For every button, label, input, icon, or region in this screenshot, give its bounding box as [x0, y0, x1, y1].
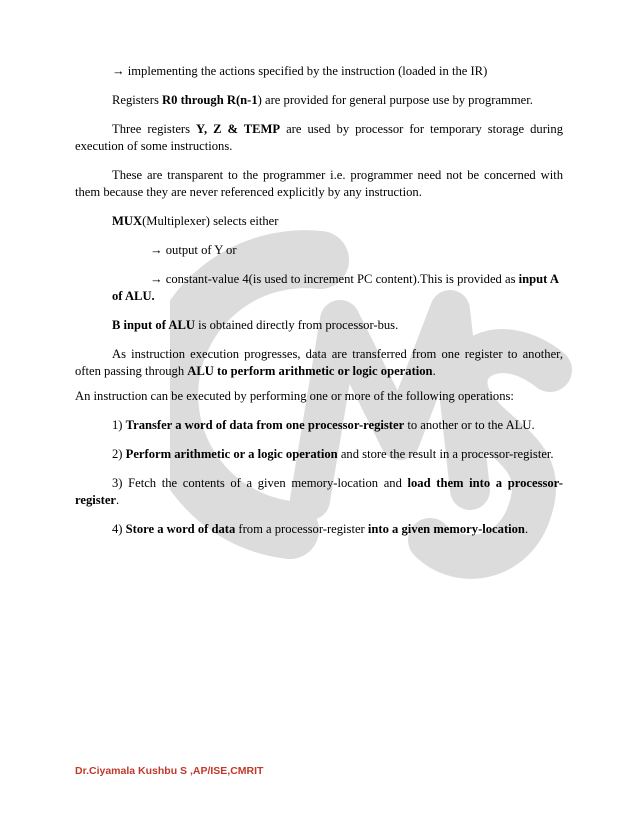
operation-item-4: 4) Store a word of data from a processor-register into a given memory-location.	[112, 522, 529, 536]
paragraph-mux-option-constant: → constant-value 4(is used to increment PC content).This is provided as input A	[150, 272, 559, 286]
document-body	[75, 63, 563, 538]
paragraph-mux-option-y: → output of Y or	[150, 243, 237, 257]
paragraph-mux: MUX(Multiplexer) selects either	[112, 214, 279, 228]
paragraph-mux-option-constant-cont: of ALU.	[112, 289, 155, 303]
operation-item-2: 2) Perform arithmetic or a logic operation and store the result in a processor-register.	[112, 447, 554, 461]
paragraph-transparent: These are transparent to the programmer i.e. programmer need not be concerned with them because they are never referenced explicitly by any instruction.	[75, 168, 563, 199]
arrow-icon: →	[150, 243, 163, 257]
paragraph-b-input: B input of ALU is obtained directly from processor-bus.	[112, 318, 399, 332]
page-footer-author: Dr.Ciyamala Kushbu S ,AP/ISE,CMRIT	[75, 765, 264, 777]
operation-item-1: 1) Transfer a word of data from one processor-register to another or to the ALU.	[112, 418, 535, 432]
paragraph-general-registers: Registers R0 through R(n-1) are provided for general purpose use by programmer.	[112, 93, 533, 107]
arrow-icon: →	[150, 272, 163, 286]
paragraph-ir-action: → implementing the actions specified by the instruction (loaded in the IR)	[112, 64, 488, 78]
paragraph-execution-progress: As instruction execution progresses, data are transferred from one register to another, often passing through ALU to perform arithmetic or logic operation.	[75, 347, 563, 378]
operation-item-3: 3) Fetch the contents of a given memory-location and load them into a processor-register.	[75, 476, 563, 507]
paragraph-operations-intro: An instruction can be executed by performing one or more of the following operations:	[75, 389, 514, 403]
arrow-icon: →	[112, 64, 125, 78]
paragraph-temp-registers: Three registers Y, Z & TEMP are used by processor for temporary storage during execution of some instructions.	[75, 122, 564, 153]
